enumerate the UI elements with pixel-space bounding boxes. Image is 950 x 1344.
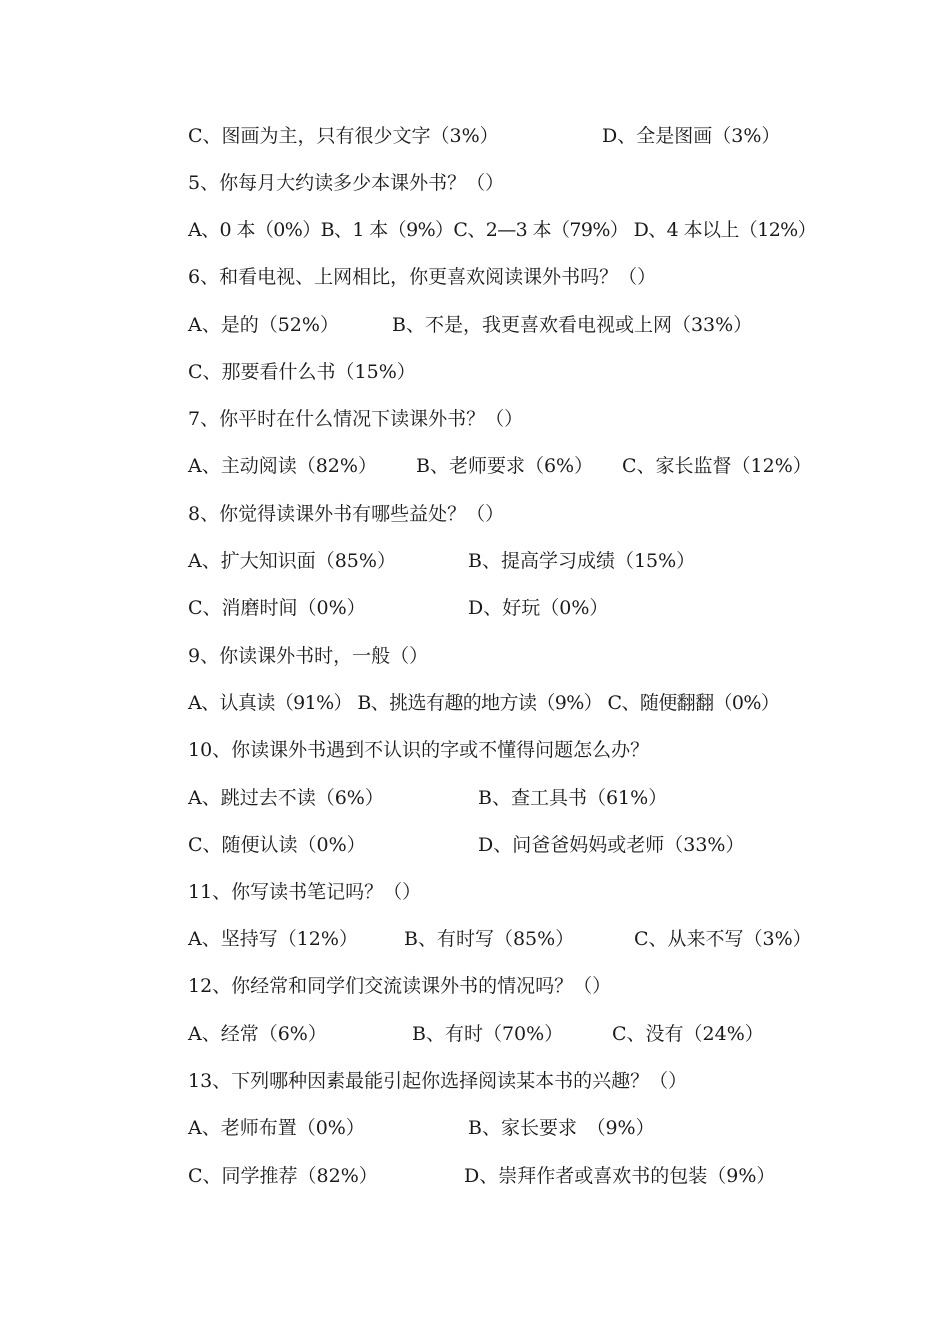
option-text: B、有时（70%） (412, 1023, 564, 1045)
question-text: 5、你每月大约读多少本课外书？（） (188, 172, 505, 194)
option-text: B、老师要求（6%） (416, 455, 594, 477)
option-text: D、全是图画（3%） (602, 125, 781, 147)
option-text: B、查工具书（61%） (478, 787, 668, 809)
option-text: A、老师布置（0%） (188, 1117, 365, 1139)
option-text: C、没有（24%） (612, 1023, 764, 1045)
option-text: D、崇拜作者或喜欢书的包装（9%） (464, 1165, 776, 1187)
question-text: 10、你读课外书遇到不认识的字或不懂得问题怎么办？ (188, 739, 650, 761)
option-text: A、主动阅读（82%） (188, 455, 377, 477)
question-text: 11、你写读书笔记吗？（） (188, 881, 422, 903)
option-text: A、扩大知识面（85%） (188, 550, 396, 572)
question-text: 9、你读课外书时，一般（） (188, 645, 429, 667)
question-text: 6、和看电视、上网相比，你更喜欢阅读课外书吗？（） (188, 266, 657, 288)
question-text: 7、你平时在什么情况下读课外书？（） (188, 408, 524, 430)
option-text: D、问爸爸妈妈或老师（33%） (478, 834, 745, 856)
option-text: A、是的（52%） (188, 314, 339, 336)
option-text: B、有时写（85%） (404, 928, 575, 950)
option-text: A、坚持写（12%） (188, 928, 358, 950)
option-text: C、从来不写（3%） (634, 928, 812, 950)
option-text: A、0 本（0%）B、1 本（9%）C、2—3 本（79%） D、4 本以上（12%） (188, 219, 817, 241)
option-text: D、好玩（0%） (468, 597, 609, 619)
question-text: 13、下列哪种因素最能引起你选择阅读某本书的兴趣？（） (188, 1070, 688, 1092)
option-text: A、经常（6%） (188, 1023, 327, 1045)
option-text: C、消磨时间（0%） (188, 597, 366, 619)
option-text: B、不是，我更喜欢看电视或上网（33%） (392, 314, 753, 336)
option-text: B、提高学习成绩（15%） (468, 550, 696, 572)
option-text: C、随便认读（0%） (188, 834, 366, 856)
option-text: C、家长监督（12%） (622, 455, 812, 477)
option-text: B、家长要求 （9%） (468, 1117, 655, 1139)
question-text: 12、你经常和同学们交流读课外书的情况吗？（） (188, 975, 612, 997)
question-text: 8、你觉得读课外书有哪些益处？（） (188, 503, 505, 525)
option-text: C、图画为主，只有很少文字（3%） (188, 125, 499, 147)
option-text: A、认真读（91%） B、挑选有趣的地方读（9%） C、随便翻翻（0%） (188, 692, 780, 714)
option-text: C、同学推荐（82%） (188, 1165, 378, 1187)
option-text: A、跳过去不读（6%） (188, 787, 384, 809)
option-text: C、那要看什么书（15%） (188, 361, 416, 383)
